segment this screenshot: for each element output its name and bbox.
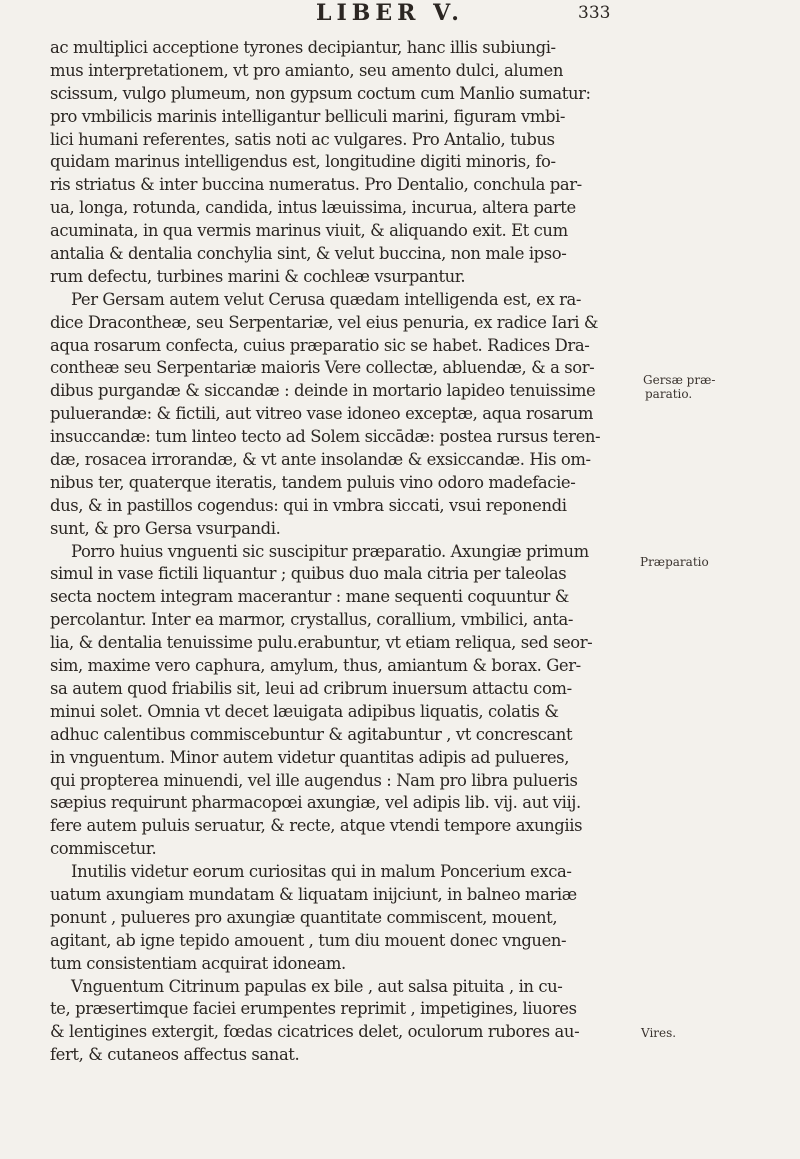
text-line: minui solet. Omnia vt decet læuigata adipibus liquatis, colatis & [50,701,559,721]
text-line: te, præsertimque faciei erumpentes reprimit , impetigines, liuores [50,999,577,1019]
text-line: ac multiplici acceptione tyrones decipiantur, hanc illis subiungi- [50,38,556,57]
text-line: secta noctem integram macerantur : mane sequenti coquuntur & [50,587,569,607]
text-line: tum consistentiam acquirat idoneam. [50,953,346,973]
running-head [0,0,800,34]
text-line: ua, longa, rotunda, candida, intus læuissima, incurua, altera parte [50,198,576,218]
margin-note-line: paratio. [645,387,693,401]
text-line: antalia & dentalia conchylia sint, & velut buccina, non male ipso- [50,244,567,264]
text-line: sim, maxime vero caphura, amylum, thus, amiantum & borax. Ger- [50,656,581,676]
page-number: 333 [578,3,611,23]
text-line: qui propterea minuendi, vel ille augendus : Nam pro libra pulueris [50,770,578,790]
text-line: lia, & dentalia tenuissime pulu.erabuntur, vt etiam reliqua, sed seor- [50,633,593,653]
text-line: agitant, ab igne tepido amouent , tum diu mouent donec vnguen- [50,930,567,950]
text-line: simul in vase fictili liquantur ; quibus duo mala citria per taleolas [50,564,567,584]
text-line: fert, & cutaneos affectus sanat. [50,1045,300,1065]
margin-note-gersae [643,373,715,401]
text-line: lici humani referentes, satis noti ac vulgares. Pro Antalio, tubus [50,129,555,149]
margin-note-vires: Vires. [641,1026,677,1040]
text-line: uatum axungiam mundatam & liquatam inijciunt, in balneo mariæ [50,884,577,904]
text-line: ris striatus & inter buccina numeratus. Pro Dentalio, conchula par- [50,175,582,195]
text-line: acuminata, in qua vermis marinus viuit, & aliquando exit. Et cum [50,221,568,241]
text-line: scissum, vulgo plumeum, non gypsum coctum cum Manlio sumatur: [50,83,591,103]
text-line: dice Dracontheæ, seu Serpentariæ, vel eius penuria, ex radice Iari & [50,312,599,332]
text-line: sa autem quod friabilis sit, leui ad cribrum inuersum attactu com- [50,678,572,698]
book-title: LIBER V. [316,0,464,26]
text-line: mus interpretationem, vt pro amianto, seu amento dulci, alumen [50,60,563,80]
margin-note-line: Gersæ præ- [643,373,716,387]
margin-note-praeparatio: Præparatio [640,555,709,569]
text-line: contheæ seu Serpentariæ maioris Vere collectæ, abluendæ, & a sor- [50,358,595,378]
text-line: ponunt , pulueres pro axungiæ quantitate commiscent, mouent, [50,907,558,927]
text-line: percolantur. Inter ea marmor, crystallus, corallium, vmbilici, anta- [50,610,574,630]
text-line: puluerandæ: & fictili, aut vitreo vase idoneo exceptæ, aqua rosarum [50,404,594,424]
text-line: adhuc calentibus commiscebuntur & agitabuntur , vt concrescant [50,724,573,744]
text-line: Vnguentum Citrinum papulas ex bile , aut salsa pituita , in cu- [71,976,563,996]
text-line: pro vmbilicis marinis intelligantur belliculi marini, figuram vmbi- [50,106,566,126]
text-line: insuccandæ: tum linteo tecto ad Solem siccādæ: postea rursus teren- [50,427,601,447]
text-line: Per Gersam autem velut Cerusa quædam intelligenda est, ex ra- [71,289,582,309]
text-line: quidam marinus intelligendus est, longitudine digiti minoris, fo- [50,152,556,172]
text-line: aqua rosarum confecta, cuius præparatio sic se habet. Radices Dra- [50,335,590,355]
text-line: Inutilis videtur eorum curiositas qui in malum Poncerium exca- [71,862,572,882]
text-line: dibus purgandæ & siccandæ : deinde in mortario lapideo tenuissime [50,381,596,401]
body-text [50,37,630,1067]
text-line: rum defectu, turbines marini & cochleæ vsurpantur. [50,266,466,286]
text-line: Porro huius vnguenti sic suscipitur præparatio. Axungiæ primum [71,541,589,561]
text-line: nibus ter, quaterque iteratis, tandem puluis vino odoro madefacie- [50,472,576,492]
text-line: commiscetur. [50,839,157,859]
text-line: sunt, & pro Gersa vsurpandi. [50,518,281,538]
text-line: in vnguentum. Minor autem videtur quantitas adipis ad pulueres, [50,747,570,767]
text-line: dus, & in pastillos cogendus: qui in vmbra siccati, vsui reponendi [50,495,567,515]
text-line: dæ, rosacea irrorandæ, & vt ante insolandæ & exsiccandæ. His om- [50,450,591,470]
text-line: fere autem puluis seruatur, & recte, atque vtendi tempore axungiis [50,816,583,836]
text-line: sæpius requirunt pharmacopœi axungiæ, vel adipis lib. vij. aut viij. [50,793,581,813]
text-line: & lentigines extergit, fœdas cicatrices delet, oculorum rubores au- [50,1022,580,1042]
